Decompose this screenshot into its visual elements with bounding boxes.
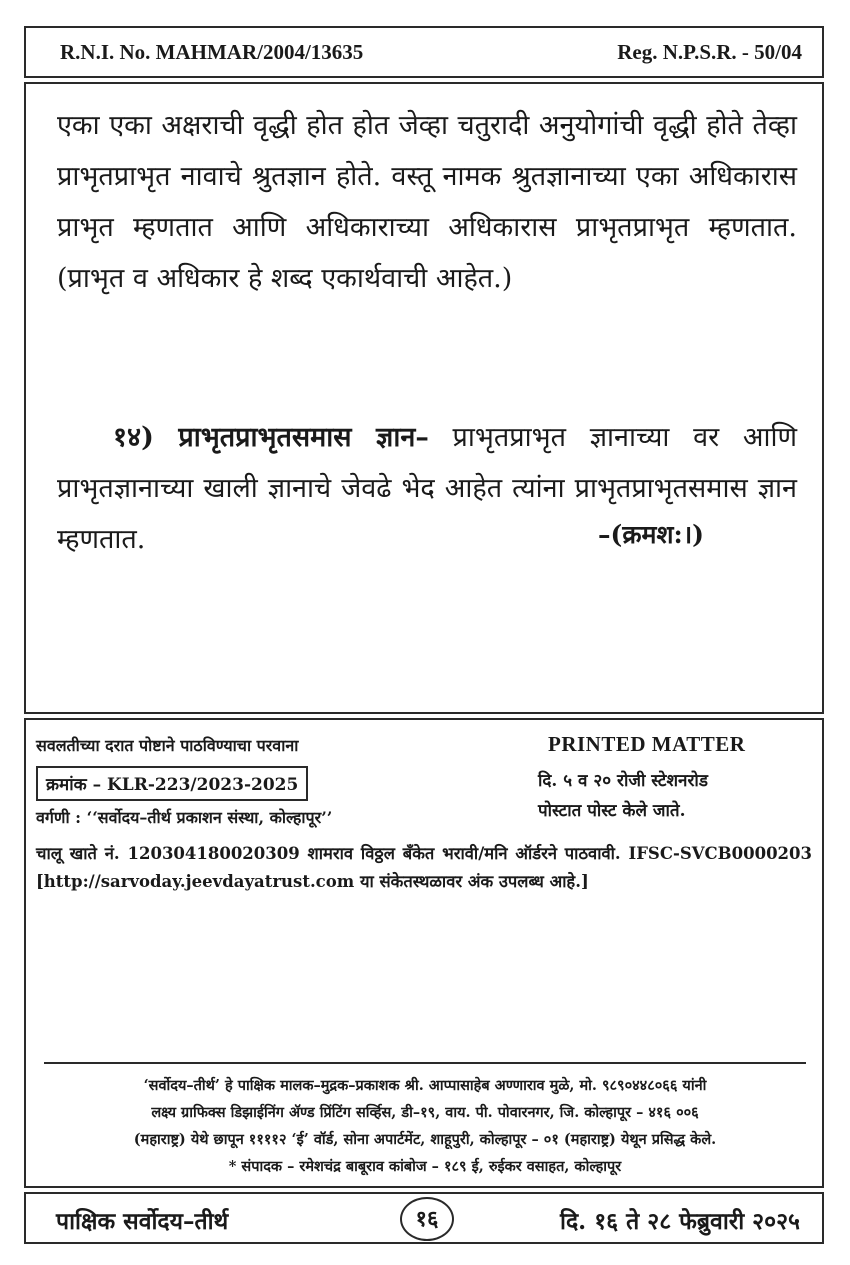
masthead-header — [24, 26, 824, 78]
subscription-text: वर्गणी : ‘‘सर्वोदय–तीर्थ प्रकाशन संस्था, कोल्हापूर’’ — [36, 808, 333, 827]
publisher-imprint — [40, 1072, 810, 1180]
license-number-box: क्रमांक – KLR-223/2023-2025 — [36, 766, 308, 801]
page-number: १६ — [400, 1197, 454, 1241]
postal-info-box — [24, 718, 824, 1188]
rni-number: R.N.I. No. MAHMAR/2004/13635 — [60, 40, 364, 64]
divider-line — [44, 1062, 806, 1064]
postal-license-text: सवलतीच्या दरात पोष्टाने पाठविण्याचा परवाना — [36, 736, 299, 755]
imprint-line: ‘सर्वोदय–तीर्थ’ हे पाक्षिक मालक–मुद्रक–प्रकाशक श्री. आप्पासाहेब अण्णाराव मुळे, मो. ९८९०४४८०६६ यांनी — [143, 1077, 707, 1094]
registration-number: Reg. N.P.S.R. - 50/04 — [617, 40, 802, 64]
posting-schedule-line-2: पोस्टात पोस्ट केले जाते. — [538, 801, 686, 821]
imprint-line: * संपादक – रमेशचंद्र बाबूराव कांबोज – १८९ ई, रुईकर वसाहत, कोल्हापूर — [228, 1158, 622, 1175]
printed-matter-label: PRINTED MATTER — [548, 732, 746, 756]
account-details: चालू खाते नं. 120304180020309 शामराव विठ्ठल बँकेत भरावी/मनि ऑर्डरने पाठवावी. IFSC-SVCB0000203 [http://sarvoday.jeevdayatrust.com या संकेतस्थळावर अंक उपलब्ध आहे.] — [36, 844, 812, 891]
continued-marker: –(क्रमश:।) — [597, 520, 704, 549]
imprint-line: (महाराष्ट्र) येथे छापून ११११२ ‘ई’ वॉर्ड, सोना अपार्टमेंट, शाहूपुरी, कोल्हापूर – ०१ (महाराष्ट्र) येथून प्रसिद्ध केले. — [133, 1131, 717, 1148]
posting-schedule-line-1: दि. ५ व २० रोजी स्टेशनरोड — [538, 771, 708, 791]
section-heading: १४) प्राभृतप्राभृतसमास ज्ञान– — [113, 422, 429, 453]
publication-name: पाक्षिक सर्वोदय–तीर्थ — [56, 1208, 229, 1235]
page-footer — [24, 1192, 824, 1244]
section-body: प्राभृतप्राभृत ज्ञानाच्या वर आणि प्राभृतज्ञानाच्या खाली ज्ञानाचे जेवढे भेद आहेत त्यांना प्राभृतप्राभृतसमास ज्ञान म्हणतात. — [57, 422, 797, 555]
article-box — [24, 82, 824, 714]
imprint-line: लक्ष्य ग्राफिक्स डिझाईनिंग ॲण्ड प्रिंटिंग सर्व्हिस, डी–१९, वाय. पी. पोवारनगर, जि. कोल्हापूर – ४१६ ००६ — [151, 1104, 699, 1121]
issue-date: दि. १६ ते २८ फेब्रुवारी २०२५ — [560, 1208, 800, 1235]
article-paragraph-1: एका एका अक्षराची वृद्धी होत होत जेव्हा चतुरादी अनुयोगांची वृद्धी होते तेव्हा प्राभृतप्राभृत नावाचे श्रुतज्ञान होते. वस्तू नामक श्रुतज्ञानाच्या एका अधिकारास प्राभृत म्हणतात आणि अधिकाराच्या अधिकारास प्राभृतप्राभृत म्हणतात. (प्राभृत व अधिकार हे शब्द एकार्थवाची आहेत.) — [57, 110, 797, 294]
